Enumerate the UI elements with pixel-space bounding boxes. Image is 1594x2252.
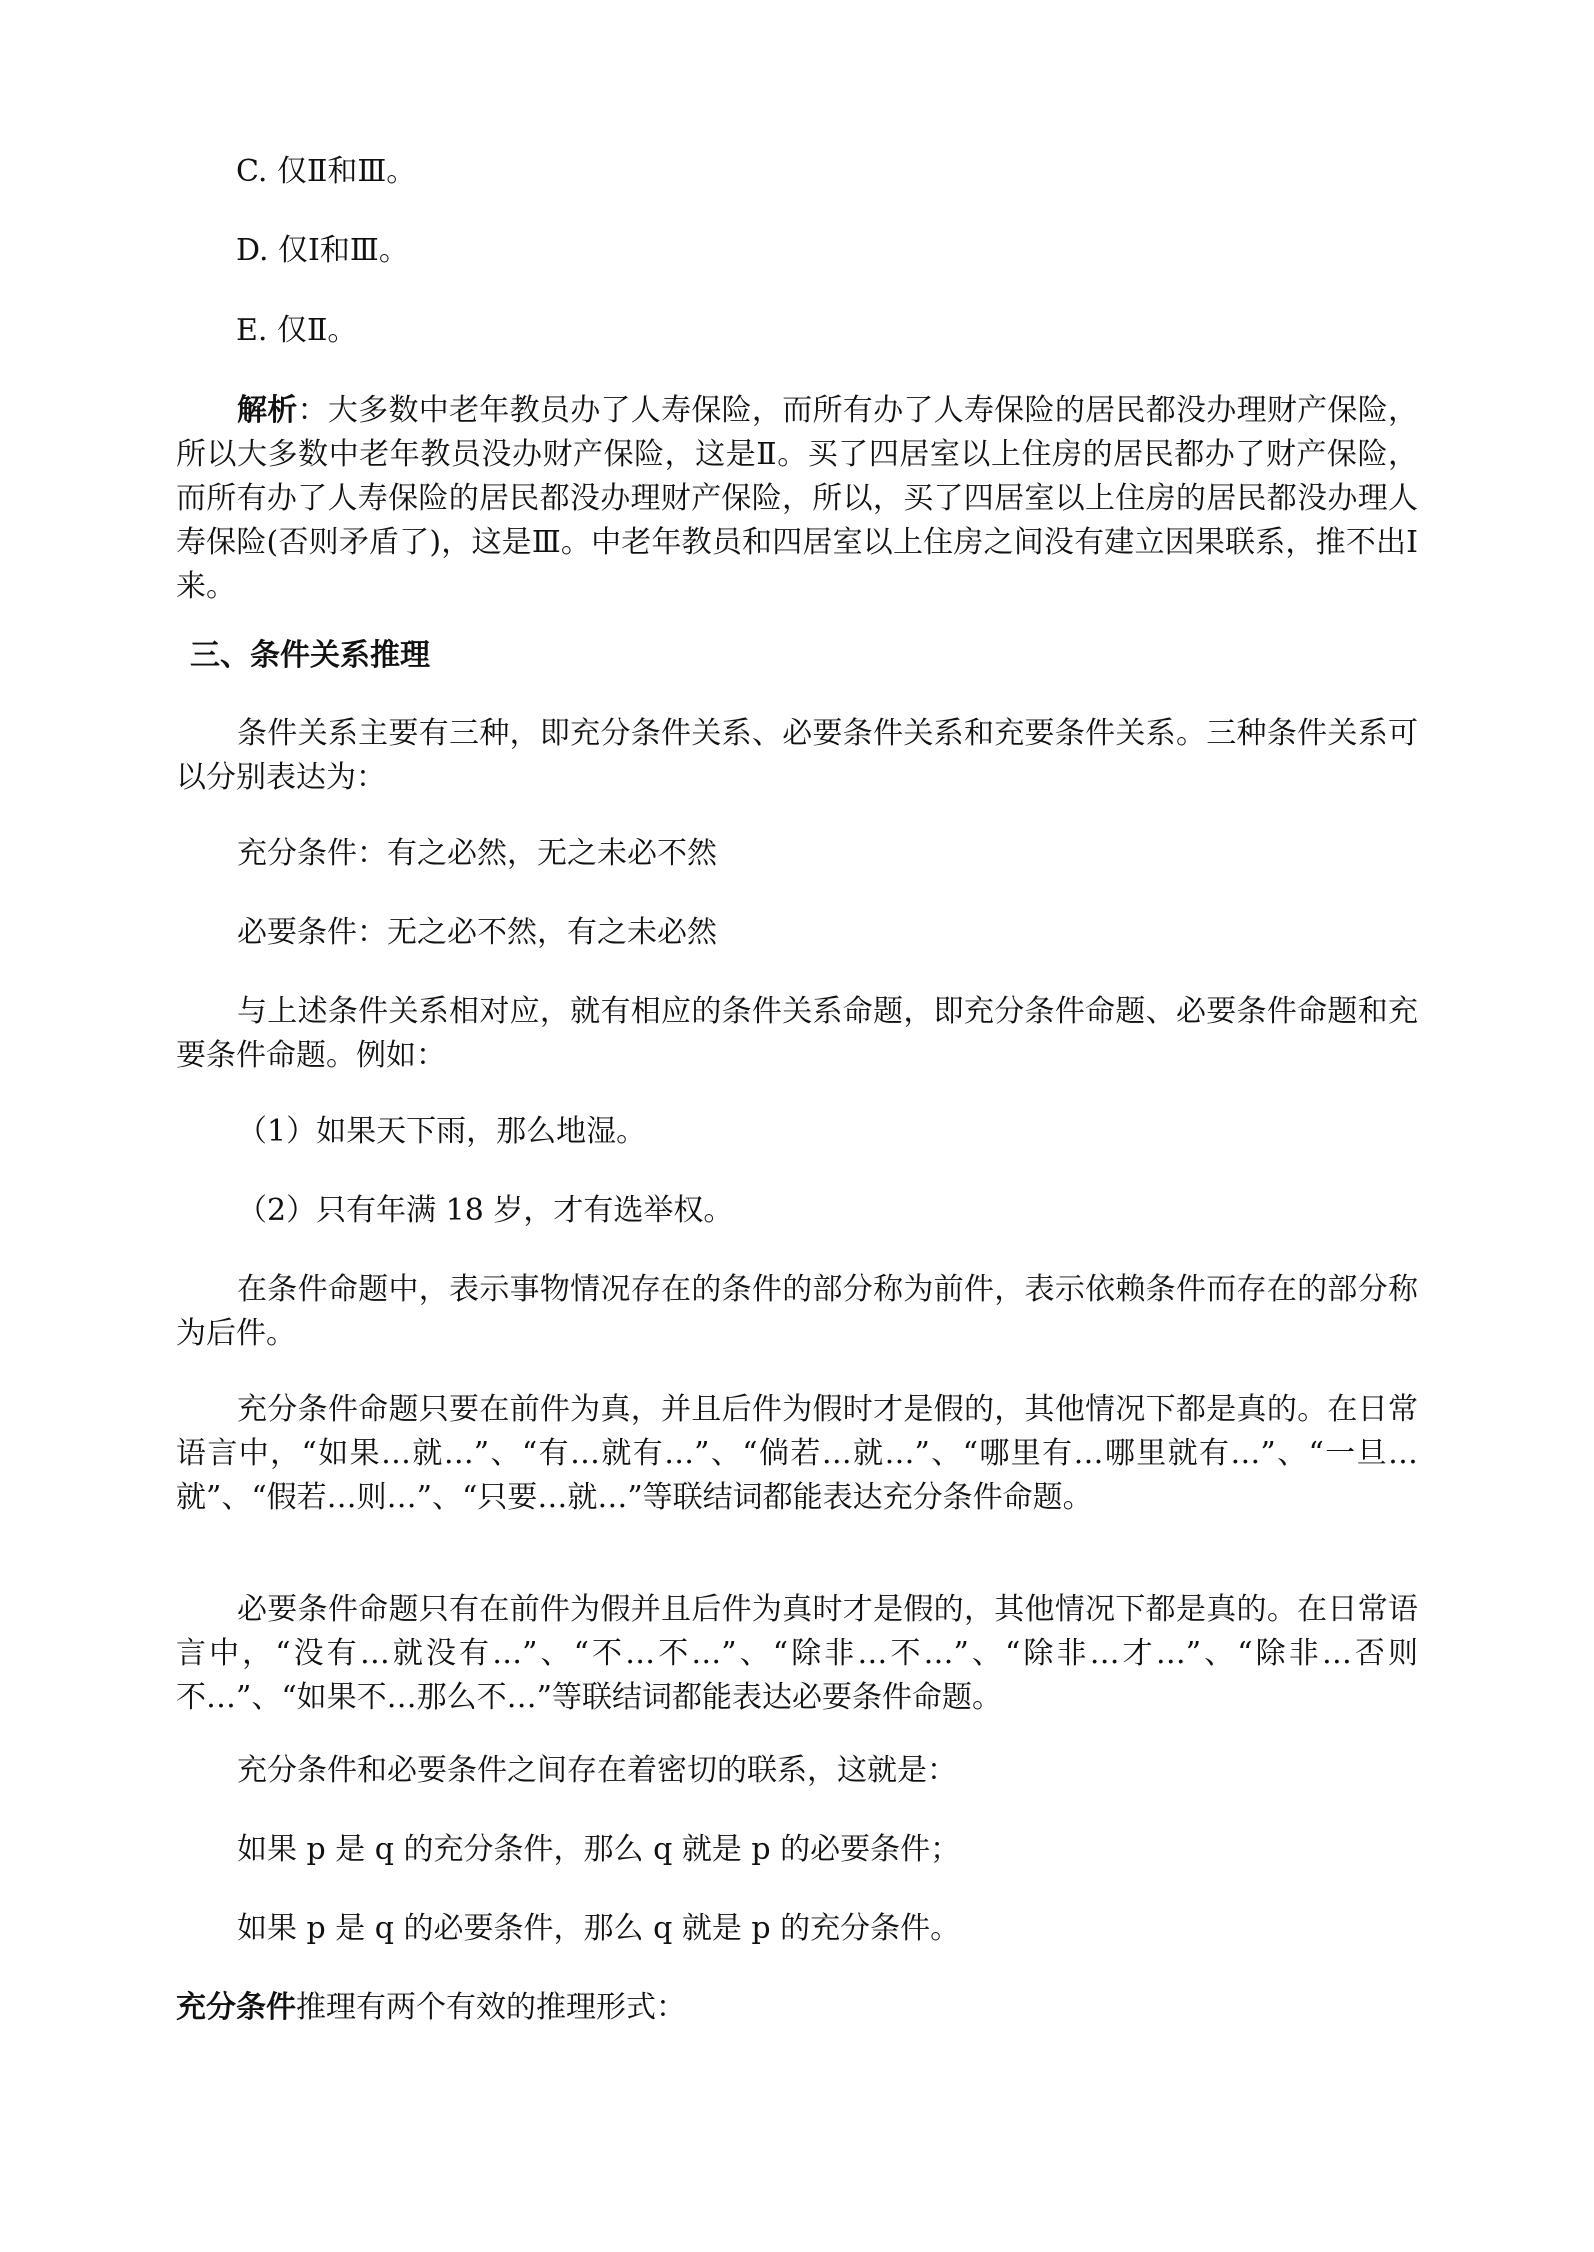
example-2: （2）只有年满 18 岁，才有选举权。 [237, 1193, 734, 1228]
analysis-paragraph [176, 389, 1418, 609]
relation-1: 如果 p 是 q 的充分条件，那么 q 就是 p 的必要条件； [237, 1832, 961, 1867]
closing-rest: 推理有两个有效的推理形式： [296, 1990, 686, 2025]
paragraph-relation-intro: 充分条件和必要条件之间存在着密切的联系，这就是： [237, 1753, 957, 1788]
paragraph-condition-types: 条件关系主要有三种，即充分条件关系、必要条件关系和充要条件关系。三种条件关系可以分别表达为： [176, 716, 1418, 795]
relation-2: 如果 p 是 q 的必要条件，那么 q 就是 p 的充分条件。 [237, 1911, 961, 1946]
option-c: C. 仅Ⅱ和Ⅲ。 [236, 154, 417, 189]
paragraph-condition-propositions: 与上述条件关系相对应，就有相应的条件关系命题，即充分条件命题、必要条件命题和充要条件命题。例如： [176, 994, 1418, 1073]
option-d: D. 仅Ⅰ和Ⅲ。 [236, 233, 409, 268]
paragraph-antecedent-consequent: 在条件命题中，表示事物情况存在的条件的部分称为前件，表示依赖条件而存在的部分称为后件。 [176, 1272, 1418, 1351]
paragraph-sufficient-proposition: 充分条件命题只要在前件为真，并且后件为假时才是假的，其他情况下都是真的。在日常语言中，“如果…就…”、“有…就有…”、“倘若…就…”、“哪里有…哪里就有…”、“一旦…就”、“假若…则…”、“只要…就…”等联结词都能表达充分条件命题。 [176, 1392, 1418, 1515]
analysis-text: ：大多数中老年教员办了人寿保险，而所有办了人寿保险的居民都没办理财产保险，所以大多数中老年教员没办财产保险，这是Ⅱ。买了四居室以上住房的居民都办了财产保险，而所有办了人寿保险的居民都没办理财产保险，所以，买了四居室以上住房的居民都没办理人寿保险(否则矛盾了)，这是Ⅲ。中老年教员和四居室以上住房之间没有建立因果联系，推不出Ⅰ来。 [176, 393, 1419, 604]
closing-bold-term: 充分条件 [176, 1990, 296, 2025]
example-1: （1）如果天下雨，那么地湿。 [237, 1114, 647, 1149]
section-heading: 三、条件关系推理 [190, 638, 430, 673]
closing-line [176, 1986, 686, 2030]
option-e: E. 仅Ⅱ。 [236, 313, 358, 348]
paragraph-necessary-proposition: 必要条件命题只有在前件为假并且后件为真时才是假的，其他情况下都是真的。在日常语言中，“没有…就没有…”、“不…不…”、“除非…不…”、“除非…才…”、“除非…否则不…”、“如果不…那么不…”等联结词都能表达必要条件命题。 [176, 1592, 1418, 1715]
analysis-label: 解析 [237, 393, 298, 428]
sufficient-condition-def: 充分条件：有之必然，无之未必不然 [237, 836, 717, 871]
necessary-condition-def: 必要条件：无之必不然，有之未必然 [237, 915, 717, 950]
